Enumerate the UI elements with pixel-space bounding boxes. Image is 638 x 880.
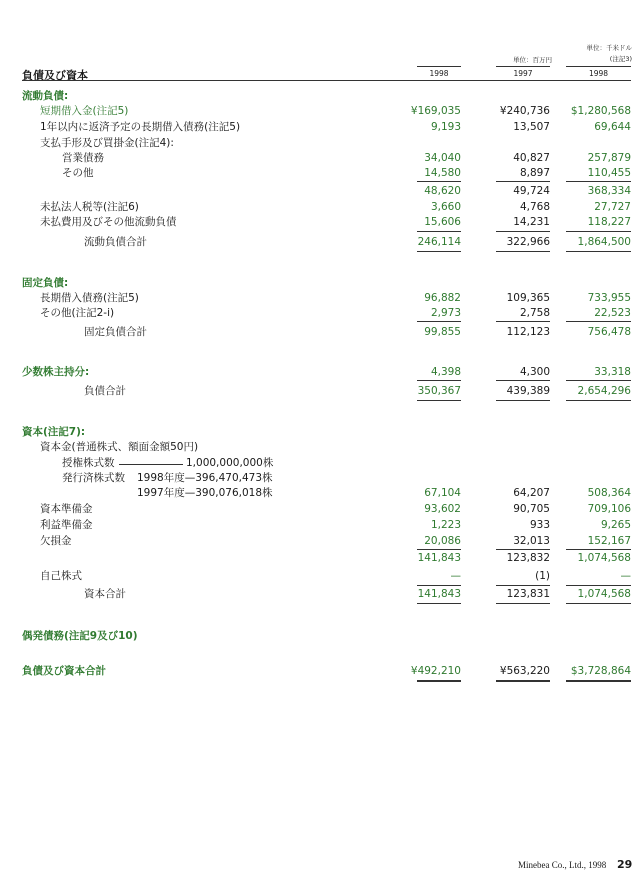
row-label-short-term-borrowings: 短期借入金(注記5): [40, 105, 129, 117]
value-1998-usd: 733,955: [587, 292, 631, 304]
value-1998: ¥492,210: [410, 665, 461, 677]
header-rule-1997: [496, 66, 550, 67]
value-1998-usd: 22,523: [594, 307, 631, 319]
total-underline: [566, 251, 631, 252]
total-rule: [566, 585, 631, 586]
total-rule: [566, 231, 631, 232]
value-1998-usd: $1,280,568: [570, 105, 631, 117]
total-underline: [496, 400, 550, 401]
value-1997: 90,705: [513, 503, 550, 515]
value-1998-usd: 1,074,568: [577, 588, 631, 600]
total-rule: [417, 380, 461, 381]
subtotal-rule: [417, 181, 461, 182]
unit-usd-label: 単位：千米ドル: [586, 44, 632, 52]
value-1998: 20,086: [424, 535, 461, 547]
value-1998: 99,855: [424, 326, 461, 338]
value-1997: 13,507: [513, 121, 550, 133]
row-label-capital-surplus: 資本準備金: [40, 503, 93, 515]
unit-yen-label: 単位：百万円: [513, 56, 552, 64]
value-1998: ¥169,035: [410, 105, 461, 117]
subtotal-rule: [496, 181, 550, 182]
value-1998: 2,973: [430, 307, 461, 319]
total-underline: [417, 251, 461, 252]
value-1997: ¥240,736: [499, 105, 550, 117]
total-rule: [417, 321, 461, 322]
subtotal-rule: [496, 549, 550, 550]
value-1997: 64,207: [513, 487, 550, 499]
value-1997: 40,827: [513, 152, 550, 164]
value-1997: 4,300: [519, 366, 550, 378]
value-1998: 141,843: [417, 552, 461, 564]
value-1998: 3,660: [430, 201, 461, 213]
total-underline: [566, 603, 631, 604]
row-label-current-portion-lt-debt: 1年以内に返済予定の長期借入債務(注記5): [40, 121, 241, 133]
total-rule: [417, 585, 461, 586]
row-label-other: その他: [62, 167, 94, 179]
value-1998-usd: 27,727: [594, 201, 631, 213]
value-1998-usd: 33,318: [594, 366, 631, 378]
value-1997: 8,897: [519, 167, 550, 179]
total-underline: [496, 603, 550, 604]
value-1998: 96,882: [424, 292, 461, 304]
value-1998-usd: 69,644: [594, 121, 631, 133]
authorized-shares-label: 授権株式数: [62, 457, 115, 469]
issued-shares-1997: 1997年度—390,076,018株: [137, 487, 273, 499]
value-1998-usd: 709,106: [587, 503, 631, 515]
row-label-trade: 営業債務: [62, 152, 104, 164]
value-1998-usd: 2,654,296: [577, 385, 631, 397]
section-heading-contingent: 偶発債務(注記9及び10): [22, 630, 138, 642]
value-1997: 112,123: [506, 326, 550, 338]
grand-total-underline: [417, 680, 461, 682]
unit-usd-note: (注記3): [609, 55, 632, 63]
value-1998: 9,193: [430, 121, 461, 133]
value-1997: 2,758: [519, 307, 550, 319]
footer-company: Minebea Co., Ltd., 1998: [518, 860, 607, 870]
row-label-total-equity: 資本合計: [84, 588, 126, 600]
total-rule: [496, 231, 550, 232]
value-1998-usd: 9,265: [600, 519, 631, 531]
value-1998: 1,223: [430, 519, 461, 531]
section-heading-equity: 資本(注記7):: [22, 426, 86, 438]
value-1997: 123,831: [506, 588, 550, 600]
year-header-1997: 1997: [513, 69, 533, 78]
value-1997: ¥563,220: [499, 665, 550, 677]
value-1998: 14,580: [424, 167, 461, 179]
row-label-total-liabilities: 負債合計: [84, 385, 126, 397]
year-header-1998-usd: 1998: [588, 69, 609, 78]
authorized-shares-value: 1,000,000,000株: [186, 457, 274, 469]
value-1998-usd: 257,879: [587, 152, 631, 164]
value-1998-usd: 118,227: [587, 216, 631, 228]
subtotal-rule: [566, 549, 631, 550]
value-1998-usd: 508,364: [587, 487, 631, 499]
section-heading-fixed: 固定負債:: [22, 277, 69, 289]
value-1997: 49,724: [513, 185, 550, 197]
value-1997: 4,768: [519, 201, 550, 213]
value-1998: 141,843: [417, 588, 461, 600]
leader-line: [119, 464, 183, 465]
row-label-legal-reserve: 利益準備金: [40, 519, 93, 531]
value-1997: 123,832: [506, 552, 550, 564]
value-1998-usd: —: [620, 570, 631, 582]
value-1998: 67,104: [424, 487, 461, 499]
issued-shares-1998: 1998年度—396,470,473株: [137, 472, 273, 484]
value-1998: 350,367: [417, 385, 461, 397]
value-1998-usd: 110,455: [587, 167, 631, 179]
section-heading-minority: 少数株主持分:: [22, 366, 90, 378]
grand-total-label: 負債及び資本合計: [22, 665, 106, 677]
row-label-total-current: 流動負債合計: [84, 236, 147, 248]
subtotal-rule: [417, 549, 461, 550]
value-1997: 32,013: [513, 535, 550, 547]
row-label-treasury-stock: 自己株式: [40, 570, 82, 582]
grand-total-underline: [496, 680, 550, 682]
value-1998: 48,620: [424, 185, 461, 197]
year-header-1998: 1998: [429, 69, 449, 78]
row-label-accrued-expenses: 未払費用及びその他流動負債: [40, 216, 177, 228]
total-underline: [566, 400, 631, 401]
page-title: 負債及び資本: [22, 69, 88, 82]
value-1997: (1): [535, 570, 550, 582]
value-1998: 4,398: [430, 366, 461, 378]
row-label-long-term-debt: 長期借入債務(注記5): [40, 292, 139, 304]
header-rule-1998: [417, 66, 461, 67]
total-rule: [496, 585, 550, 586]
value-1998: 93,602: [424, 503, 461, 515]
value-1998-usd: 1,074,568: [577, 552, 631, 564]
header-rule-1998-usd: [566, 66, 631, 67]
value-1998: 15,606: [424, 216, 461, 228]
total-underline: [417, 603, 461, 604]
total-rule: [566, 321, 631, 322]
row-label-other-fixed: その他(注記2-i): [40, 307, 115, 319]
value-1998-usd: 1,864,500: [577, 236, 631, 248]
value-1998-usd: 152,167: [587, 535, 631, 547]
value-1998-usd: 368,334: [587, 185, 631, 197]
subtotal-rule: [566, 181, 631, 182]
total-underline: [417, 400, 461, 401]
value-1998-usd: $3,728,864: [570, 665, 631, 677]
total-rule: [496, 321, 550, 322]
value-1997: 933: [529, 519, 550, 531]
value-1998: 34,040: [424, 152, 461, 164]
value-1997: 14,231: [513, 216, 550, 228]
grand-total-underline: [566, 680, 631, 682]
value-1997: 109,365: [506, 292, 550, 304]
total-rule: [496, 380, 550, 381]
value-1997: 322,966: [506, 236, 550, 248]
value-1998-usd: 756,478: [587, 326, 631, 338]
page-number: 29: [617, 858, 633, 871]
issued-shares-label: 発行済株式数: [62, 472, 125, 484]
total-rule: [417, 231, 461, 232]
row-label-notes-payable: 支払手形及び買掛金(注記4):: [40, 137, 174, 149]
row-label-total-fixed: 固定負債合計: [84, 326, 147, 338]
header-rule: [22, 80, 631, 81]
row-label-deficit: 欠損金: [40, 535, 72, 547]
section-heading-current: 流動負債:: [22, 90, 69, 102]
value-1998: —: [450, 570, 461, 582]
value-1998: 246,114: [417, 236, 461, 248]
total-underline: [496, 251, 550, 252]
row-label-common-stock: 資本金(普通株式、額面金額50円): [40, 441, 199, 453]
row-label-income-taxes: 未払法人税等(注記6): [40, 201, 139, 213]
value-1997: 439,389: [506, 385, 550, 397]
total-rule: [566, 380, 631, 381]
